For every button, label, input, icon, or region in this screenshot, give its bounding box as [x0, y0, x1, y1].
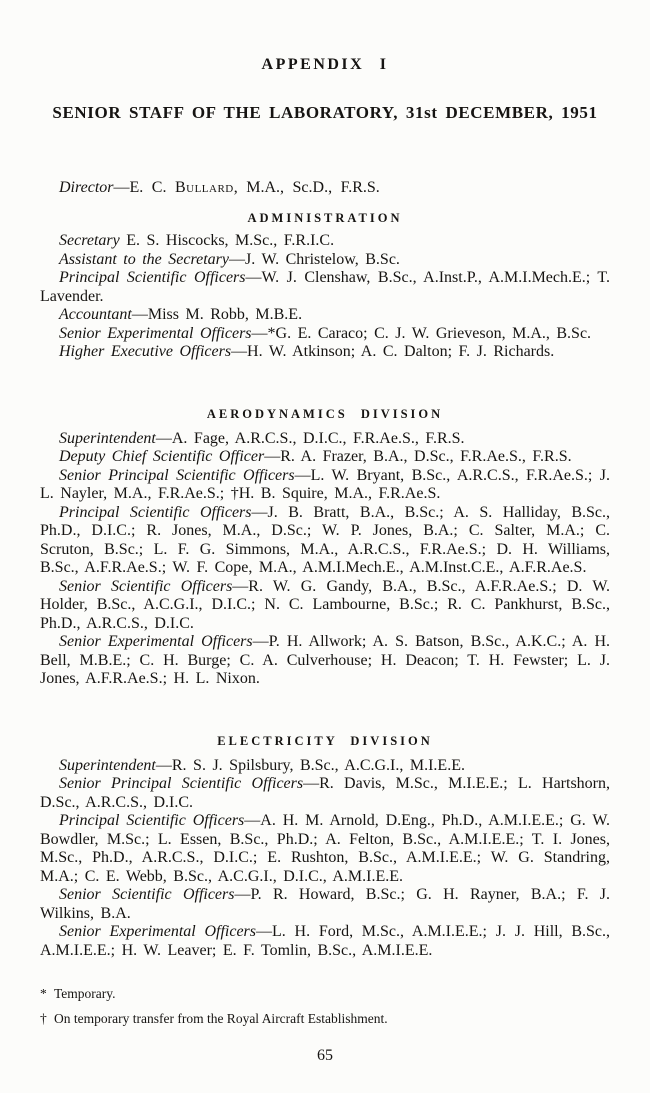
role-label: Higher Executive Officers — [59, 343, 232, 360]
section-heading-electricity: ELECTRICITY DIVISION — [217, 733, 433, 748]
entry-names: —R. S. J. Spilsbury, B.Sc., A.C.G.I., M.I.E.E. — [155, 756, 465, 774]
role-label: Deputy Chief Scientific Officer — [59, 448, 265, 465]
role-label: Secretary — [59, 232, 120, 249]
staff-entry-senior-experimental-officers — [40, 923, 610, 960]
role-label: Senior Experimental Officers — [59, 923, 257, 940]
role-label: Principal Scientific Officers — [59, 269, 246, 286]
role-label: Senior Principal Scientific Officers — [59, 775, 304, 792]
staff-entry-senior-principal-scientific-officers — [40, 467, 610, 504]
director-pre-text: —E. C. — [113, 179, 175, 196]
director-entry — [40, 179, 610, 197]
staff-entry-superintendent — [40, 430, 610, 449]
staff-entry-higher-executive-officers — [40, 343, 610, 362]
entry-names: —W. J. Clenshaw, B.Sc., A.Inst.P., A.M.I.Mech.E.; T. Lavender. — [40, 269, 611, 305]
role-label: Senior Experimental Officers — [59, 324, 252, 342]
section-heading-administration: ADMINISTRATION — [247, 211, 403, 225]
role-label: Senior Principal Scientific Officers — [59, 466, 295, 484]
asterisk-marker: * — [40, 986, 47, 1001]
entry-names: —L. W. Bryant, B.Sc., A.R.C.S., F.R.Ae.S.; J. L. Nayler, M.A., F.R.Ae.S.; †H. B. Squire, M.A., F.R.Ae.S. — [40, 466, 610, 502]
footnote-temporary — [40, 986, 610, 1002]
entry-names: —H. W. Atkinson; A. C. Dalton; F. J. Richards. — [231, 343, 555, 360]
staff-entry-accountant — [40, 306, 610, 325]
staff-entry-assistant-secretary — [40, 251, 610, 270]
role-label: Principal Scientific Officers — [59, 503, 252, 521]
staff-entry-principal-scientific-officers — [40, 812, 610, 886]
staff-entry-senior-experimental-officers — [40, 325, 610, 344]
role-label: Assistant to the Secretary — [59, 250, 229, 268]
footnote-text: On temporary transfer from the Royal Aircraft Establishment. — [54, 1011, 388, 1026]
entry-names: —P. R. Howard, B.Sc.; G. H. Rayner, B.A.; F. J. Wilkins, B.A. — [40, 886, 611, 922]
staff-entry-senior-scientific-officers — [40, 578, 610, 634]
staff-entry-secretary — [40, 232, 610, 251]
entry-names: —R. W. G. Gandy, B.A., B.Sc., A.F.R.Ae.S.; D. W. Holder, B.Sc., A.C.G.I., D.I.C.; N. C. Lambourne, B.Sc.; R. C. Pankhurst, B.Sc., Ph.D., A.R.C.S., D.I.C. — [40, 577, 610, 632]
entry-names: —R. Davis, M.Sc., M.I.E.E.; L. Hartshorn, D.Sc., A.R.C.S., D.I.C. — [40, 775, 610, 811]
footnote-raf-transfer — [40, 1011, 610, 1027]
role-label: Senior Experimental Officers — [59, 633, 253, 650]
staff-entry-deputy-chief-scientific-officer — [40, 448, 610, 467]
director-post-text: , M.A., Sc.D., F.R.S. — [233, 179, 380, 196]
appendix-heading: APPENDIX I — [261, 56, 389, 73]
role-label: Director — [59, 179, 114, 196]
entry-names: —J. B. Bratt, B.A., B.Sc.; A. S. Halliday, B.Sc., Ph.D., D.I.C.; R. Jones, M.A., D.Sc.; W. P. Jones, B.A.; C. Salter, M.A.; C. Scruton, B.Sc.; L. F. G. Simmons, M.A., A.R.C.S., F.R.Ae.S.; D. H. Williams, B.Sc., A.F.R.Ae.S.; W. F. Cope, M.A., A.M.I.Mech.E., A.M.Inst.C.E., A.F.R.Ae.S. — [40, 503, 611, 576]
dagger-marker: † — [40, 1011, 47, 1026]
role-label: Superintendent — [59, 756, 156, 774]
role-label: Accountant — [59, 306, 132, 323]
page-title: SENIOR STAFF OF THE LABORATORY, 31st DECEMBER, 1951 — [52, 103, 598, 122]
role-label: Superintendent — [59, 429, 156, 447]
page-number: 65 — [317, 1047, 333, 1064]
entry-names: —*G. E. Caraco; C. J. W. Grieveson, M.A., B.Sc. — [251, 324, 592, 342]
role-label: Senior Scientific Officers — [59, 577, 233, 595]
entry-names: —J. W. Christelow, B.Sc. — [229, 250, 400, 268]
entry-names: —A. H. M. Arnold, D.Eng., Ph.D., A.M.I.E.E.; G. W. Bowdler, M.Sc.; L. Essen, B.Sc., Ph.D.; A. Felton, B.Sc., A.M.I.E.E.; T. I. Jones, M.Sc., Ph.D., A.R.C.S., D.I.C.; E. Rushton, B.Sc., A.M.I.E.E.; W. G. Standring, M.A.; C. E. Webb, B.Sc., A.C.G.I., D.I.C., A.M.I.E.E. — [40, 812, 610, 885]
section-heading-aerodynamics: AERODYNAMICS DIVISION — [206, 406, 444, 421]
entry-names: —L. H. Ford, M.Sc., A.M.I.E.E.; J. J. Hill, B.Sc., A.M.I.E.E.; H. W. Leaver; E. F. Tomlin, B.Sc., A.M.I.E.E. — [40, 923, 611, 959]
entry-names: —R. A. Frazer, B.A., D.Sc., F.R.Ae.S., F.R.S. — [264, 448, 572, 465]
director-name: Bullard — [174, 179, 234, 196]
staff-entry-senior-experimental-officers — [40, 633, 610, 689]
staff-entry-superintendent — [40, 757, 610, 776]
entry-names: —A. Fage, A.R.C.S., D.I.C., F.R.Ae.S., F.R.S. — [155, 429, 465, 447]
entry-names: E. S. Hiscocks, M.Sc., F.R.I.C. — [119, 232, 335, 249]
footnotes — [40, 986, 610, 1027]
footnote-text: Temporary. — [54, 986, 116, 1001]
staff-entry-principal-scientific-officers — [40, 504, 610, 578]
role-label: Senior Scientific Officers — [59, 886, 235, 903]
entry-names: —P. H. Allwork; A. S. Batson, B.Sc., A.K.C.; A. H. Bell, M.B.E.; C. H. Burge; C. A. Culverhouse; H. Deacon; T. H. Fewster; L. J. Jones, A.F.R.Ae.S.; H. L. Nixon. — [40, 633, 611, 687]
staff-entry-principal-scientific-officers — [40, 269, 610, 306]
role-label: Principal Scientific Officers — [59, 812, 245, 829]
staff-entry-senior-principal-scientific-officers — [40, 775, 610, 812]
entry-names: —Miss M. Robb, M.B.E. — [131, 306, 303, 323]
staff-entry-senior-scientific-officers — [40, 886, 610, 923]
